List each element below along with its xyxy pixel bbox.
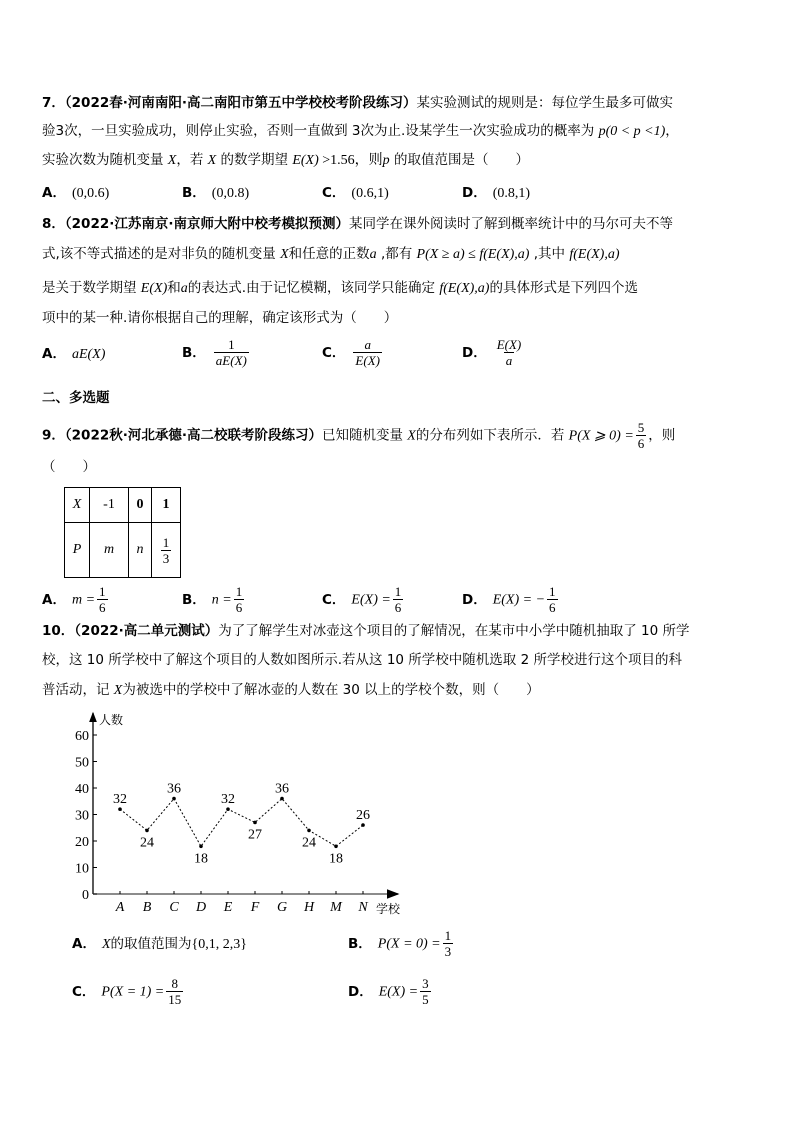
q7-text: 实验次数为随机变量: [42, 152, 168, 168]
x-tick-label: M: [330, 900, 342, 915]
option-label: D．: [462, 185, 487, 201]
table-row: [65, 488, 181, 523]
q10-line3: [42, 680, 540, 701]
q10-text: 普活动，记: [42, 682, 114, 698]
q8-text: ,其中: [529, 246, 570, 262]
denominator: E(X): [355, 353, 380, 368]
q9-option-b[interactable]: [182, 584, 246, 615]
denominator: 6: [549, 600, 556, 615]
q7-text: 的取值范围是（ ）: [389, 152, 529, 168]
option-label: C．: [322, 344, 346, 361]
q7-text: 验3次，一旦实验成功，则停止实验，否则一直做到 3次为止.设某学生一次实验成功的概率为: [42, 123, 599, 139]
data-point: [253, 821, 257, 825]
data-line: [120, 799, 363, 847]
numerator: 1: [444, 928, 452, 943]
data-label: 18: [194, 851, 208, 867]
x-tick-label: D: [195, 900, 207, 915]
data-points: [113, 782, 370, 867]
option-label: D．: [348, 983, 373, 1000]
q7-text: 某实验测试的规则是：每位学生最多可做实: [416, 95, 673, 111]
option-lhs: P(X = 1) =: [101, 984, 165, 1000]
q8-text: 是关于数学期望: [42, 280, 141, 296]
denominator: a: [505, 353, 513, 368]
option-label: A．: [42, 185, 66, 201]
y-tick-label: 40: [75, 782, 89, 797]
x-tick-label: H: [303, 900, 315, 915]
table-cell: n: [129, 523, 152, 578]
x-axis-label: 学校: [376, 902, 401, 916]
q8-text: 的具体形式是下列四个选: [489, 280, 638, 296]
math-var: X: [101, 937, 111, 952]
data-label: 24: [302, 835, 316, 851]
math-var: a: [369, 247, 377, 262]
q10-line1: [42, 621, 690, 641]
q8-text: 的表达式.由于记忆模糊，该同学只能确定: [187, 280, 440, 296]
option-value: aE(X): [71, 347, 106, 362]
fraction: [166, 976, 183, 1007]
q7-line3: [42, 150, 529, 171]
q7-line2: [42, 121, 679, 142]
table-cell: P: [65, 523, 90, 578]
data-label: 26: [356, 808, 370, 824]
data-label: 36: [167, 781, 181, 797]
y-tick-label: 0: [82, 888, 89, 903]
table-cell: [152, 523, 181, 578]
y-tick-label: 10: [75, 861, 89, 877]
table-cell: 0: [129, 488, 152, 523]
math-expression: f(E(X),a): [439, 281, 490, 296]
option-label: C．: [322, 185, 346, 201]
fraction: [636, 420, 647, 451]
numerator: 1: [99, 584, 106, 599]
line-chart: [60, 705, 420, 920]
denominator: 6: [235, 600, 243, 615]
denominator: aE(X): [215, 353, 247, 368]
x-tick-label: F: [250, 900, 260, 915]
q8-line3: [42, 278, 638, 299]
y-ticks: [75, 729, 97, 903]
option-lhs: m =: [71, 592, 96, 608]
numerator: 3: [422, 976, 429, 991]
answer-blank: （ ）: [42, 459, 96, 475]
q10-line2: [42, 650, 682, 670]
option-lhs: E(X) =: [351, 592, 391, 608]
q9-text: ，则: [648, 427, 676, 444]
option-label: A．: [42, 591, 66, 608]
data-point: [199, 845, 203, 849]
distribution-table: [64, 487, 181, 578]
q8-option-c[interactable]: [322, 337, 384, 368]
math-var: a: [180, 281, 188, 296]
math-expression: P(X ≥ a) ≤ f(E(X),a): [416, 247, 530, 262]
math-var: X: [280, 247, 289, 262]
q9-source: （2022秋·河北承德·高二校联考阶段练习）: [64, 427, 322, 444]
option-label: B．: [182, 591, 206, 608]
q8-text: 式,该不等式描述的是对非负的随机变量: [42, 246, 281, 262]
numerator: 1: [394, 584, 402, 599]
q7-option-c[interactable]: [322, 183, 389, 204]
x-tick-label: E: [223, 900, 233, 915]
numerator: 1: [228, 337, 235, 352]
data-label: 27: [248, 827, 262, 843]
math-var: X: [167, 153, 177, 168]
table-cell: -1: [90, 488, 129, 523]
q7-option-a[interactable]: [42, 183, 109, 204]
q8-text: ,都有: [376, 246, 417, 262]
math-expression: {0,1, 2,3}: [191, 937, 247, 952]
q10-source: （2022·高二单元测试）: [74, 623, 219, 639]
fraction: [420, 976, 431, 1007]
q8-source: （2022·江苏南京·南京师大附中校考模拟预测）: [64, 216, 349, 232]
option-lhs: E(X) =: [378, 984, 419, 1000]
q10-option-d[interactable]: [348, 976, 433, 1007]
numerator: 1: [162, 534, 170, 550]
fraction: [161, 535, 172, 566]
option-lhs: P(X = 0) =: [377, 936, 441, 952]
option-label: B．: [182, 185, 206, 201]
fraction: [214, 337, 249, 368]
denominator: 6: [394, 600, 402, 615]
q7-number: 7．: [42, 95, 65, 111]
option-value: (0,0.8): [211, 186, 250, 201]
data-label: 18: [329, 851, 343, 867]
q9-text: 已知随机变量: [322, 427, 408, 444]
table-row: [65, 523, 181, 578]
q9-text: 的分布列如下表所示．若: [415, 427, 569, 444]
q8-line2: [42, 244, 620, 265]
numerator: E(X): [496, 337, 522, 352]
data-label: 36: [275, 781, 289, 797]
table-cell: X: [65, 488, 90, 523]
x-tick-label: N: [358, 900, 368, 915]
q8-option-d[interactable]: [462, 337, 525, 368]
math-expression: p(0 < p <1): [598, 124, 666, 139]
q7-text: >1.56，则: [318, 153, 383, 168]
fraction: [547, 584, 558, 615]
q8-number: 8．: [42, 216, 65, 232]
data-point: [280, 797, 284, 801]
data-point: [361, 823, 365, 827]
denominator: 15: [168, 992, 182, 1007]
q10-text: 校，这 10 所学校中了解这个项目的人数如图所示.若从这 10 所学校中随机选取 2 所学校进行这个项目的科: [42, 652, 682, 668]
x-tick-label: B: [142, 900, 152, 915]
option-value: (0.8,1): [492, 186, 531, 201]
option-lhs: n =: [211, 592, 232, 608]
section-heading: 二、多选题: [42, 390, 110, 406]
q10-text: 为了了解学生对冰壶这个项目的了解情况，在某市中小学中随机抽取了 10 所学: [218, 623, 690, 639]
y-tick-label: 60: [75, 729, 89, 744]
math-var: X: [113, 683, 123, 698]
q7-option-b[interactable]: [182, 183, 249, 204]
data-point: [226, 807, 230, 811]
math-expression: P(X ⩾ 0) =: [568, 428, 634, 444]
q9-number: 9．: [42, 427, 65, 444]
q8-text: 和任意的正数: [288, 246, 370, 262]
option-label: B．: [348, 935, 372, 952]
option-text: 的取值范围为: [110, 936, 192, 952]
option-value: (0,0.6): [71, 186, 110, 201]
q7-text: ，: [665, 123, 679, 139]
option-label: D．: [462, 344, 487, 361]
numerator: 1: [549, 584, 556, 599]
q8-option-a[interactable]: [42, 344, 105, 365]
numerator: 1: [235, 584, 243, 599]
q7-option-d[interactable]: [462, 183, 530, 204]
data-point: [145, 829, 149, 833]
q8-line1: [42, 214, 673, 234]
q10-option-a[interactable]: [72, 934, 247, 955]
option-label: C．: [322, 591, 346, 608]
denominator: 6: [99, 600, 106, 615]
denominator: 3: [162, 550, 170, 566]
data-label: 24: [140, 835, 154, 851]
table-cell: 1: [152, 488, 181, 523]
fraction: [443, 928, 454, 959]
option-label: B．: [182, 344, 206, 361]
table-cell: m: [90, 523, 129, 578]
q10-option-b[interactable]: [348, 928, 455, 959]
option-label: A．: [72, 936, 96, 952]
q7-source: （2022春·河南南阳·高二南阳市第五中学校校考阶段练习）: [64, 95, 417, 111]
numerator: 8: [171, 976, 178, 991]
denominator: 6: [637, 436, 645, 451]
fraction: [393, 584, 404, 615]
data-label: 32: [113, 792, 127, 808]
q8-text: 某同学在课外阅读时了解到概率统计中的马尔可夫不等: [349, 216, 673, 232]
denominator: 5: [422, 992, 429, 1007]
y-tick-label: 30: [75, 808, 89, 824]
data-label: 32: [221, 792, 235, 808]
fraction: [234, 584, 245, 615]
option-label: C．: [72, 983, 96, 1000]
math-var: p: [382, 153, 390, 168]
x-tick-label: A: [115, 900, 125, 915]
numerator: a: [364, 337, 371, 352]
q8-text: 项中的某一种.请你根据自己的理解，确定该形式为（ ）: [42, 310, 398, 326]
q9-line2: [42, 457, 96, 477]
option-lhs: E(X) = −: [492, 592, 546, 608]
q10-option-c[interactable]: [72, 976, 185, 1007]
math-expression: E(X): [140, 281, 168, 296]
denominator: 3: [444, 944, 452, 959]
q9-option-d[interactable]: [462, 584, 560, 615]
q7-text: 的数学期望: [216, 152, 293, 168]
data-point: [307, 829, 311, 833]
q8-option-b[interactable]: [182, 337, 251, 368]
q9-line1: [42, 420, 675, 451]
math-expression: E(X): [292, 153, 319, 168]
q7-line1: [42, 93, 673, 113]
fraction: [495, 337, 524, 368]
math-var: X: [207, 153, 217, 168]
x-tick-label: C: [169, 900, 179, 915]
q7-text: ，若: [176, 152, 208, 168]
option-value: (0.6,1): [351, 186, 389, 201]
numerator: 5: [637, 420, 645, 435]
y-axis-label: 人数: [99, 713, 124, 727]
math-expression: f(E(X),a): [569, 247, 620, 262]
math-var: X: [407, 428, 416, 444]
y-tick-label: 50: [75, 755, 89, 771]
x-tick-label: G: [276, 900, 288, 915]
y-tick-label: 20: [75, 835, 89, 850]
data-point: [118, 807, 122, 811]
fraction: [353, 337, 382, 368]
q9-option-a[interactable]: [42, 584, 110, 615]
q10-number: 10．: [42, 623, 75, 639]
option-label: D．: [462, 591, 487, 608]
fraction: [97, 584, 108, 615]
q8-text: 和: [167, 280, 181, 296]
q8-line4: [42, 308, 397, 328]
option-label: A．: [42, 346, 66, 362]
q9-option-c[interactable]: [322, 584, 405, 615]
data-point: [172, 797, 176, 801]
q10-text: 为被选中的学校中了解冰壶的人数在 30 以上的学校个数，则（ ）: [122, 682, 540, 698]
data-point: [334, 845, 338, 849]
